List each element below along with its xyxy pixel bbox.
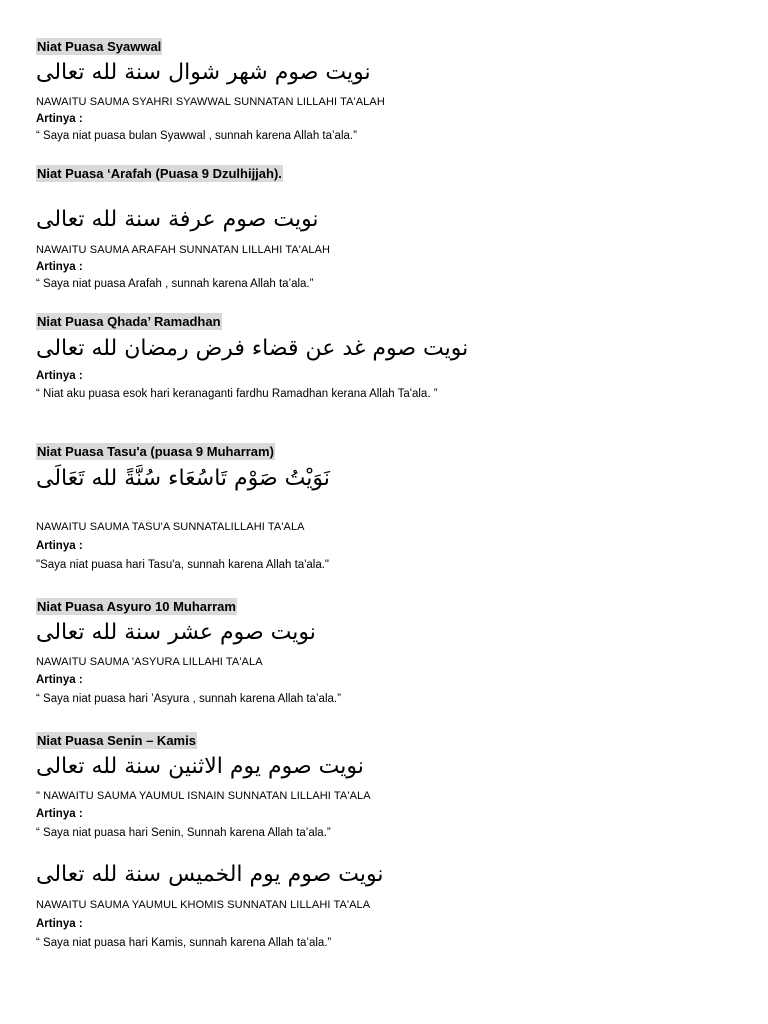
latin-transliteration-tasua: NAWAITU SAUMA TASU'A SUNNATALILLAHI TA'ALA — [36, 521, 305, 533]
arabic-niat-kamis: نويت صوم يوم الخميس سنة لله تعالى — [36, 862, 384, 887]
artinya-label-senin: Artinya : — [36, 808, 83, 820]
meaning-kamis: “ Saya niat puasa hari Kamis, sunnah karena Allah ta’ala.” — [36, 937, 332, 949]
latin-transliteration-asyuro: NAWAITU SAUMA 'ASYURA LILLAHI TA'ALA — [36, 656, 263, 668]
artinya-label-arafah: Artinya : — [36, 261, 83, 273]
section-heading-asyuro: Niat Puasa Asyuro 10 Muharram — [37, 599, 236, 614]
section-heading-syawwal: Niat Puasa Syawwal — [37, 39, 162, 54]
arabic-niat-syawwal: نويت صوم شهر شوال سنة لله تعالى — [36, 60, 371, 85]
artinya-label-qhada-ramadhan: Artinya : — [36, 370, 83, 382]
section-heading-arafah: Niat Puasa ‘Arafah (Puasa 9 Dzulhijjah). — [37, 166, 282, 181]
arabic-niat-tasua: نَوَيْتُ صَوْم تَاسُعَاء سُنَّةً لله تَعَالَى — [36, 466, 330, 491]
meaning-asyuro: “ Saya niat puasa hari ’Asyura , sunnah karena Allah ta’ala.” — [36, 693, 341, 705]
arabic-niat-arafah: نويت صوم عرفة سنة لله تعالى — [36, 207, 319, 232]
meaning-tasua: "Saya niat puasa hari Tasu'a, sunnah karena Allah ta'ala." — [36, 559, 330, 571]
section-heading-qhada-ramadhan: Niat Puasa Qhada’ Ramadhan — [37, 314, 221, 329]
latin-transliteration-syawwal: NAWAITU SAUMA SYAHRI SYAWWAL SUNNATAN LILLAHI TA'ALAH — [36, 96, 385, 108]
meaning-senin: “ Saya niat puasa hari Senin, Sunnah karena Allah ta’ala.” — [36, 827, 331, 839]
section-heading-tasua: Niat Puasa Tasu'a (puasa 9 Muharram) — [37, 444, 274, 459]
arabic-niat-senin: نويت صوم يوم الاثنين سنة لله تعالى — [36, 754, 364, 779]
meaning-syawwal: “ Saya niat puasa bulan Syawwal , sunnah karena Allah ta’ala.” — [36, 130, 357, 142]
artinya-label-syawwal: Artinya : — [36, 113, 83, 125]
latin-transliteration-kamis: NAWAITU SAUMA YAUMUL KHOMIS SUNNATAN LILLAHI TA'ALA — [36, 899, 371, 911]
latin-transliteration-arafah: NAWAITU SAUMA ARAFAH SUNNATAN LILLAHI TA'ALAH — [36, 244, 331, 256]
artinya-label-kamis: Artinya : — [36, 918, 83, 930]
arabic-niat-asyuro: نويت صوم عشر سنة لله تعالى — [36, 620, 316, 645]
artinya-label-tasua: Artinya : — [36, 540, 83, 552]
artinya-label-asyuro: Artinya : — [36, 674, 83, 686]
meaning-qhada-ramadhan: “ Niat aku puasa esok hari keranaganti fardhu Ramadhan kerana Allah Ta'ala. ” — [36, 388, 438, 400]
meaning-arafah: “ Saya niat puasa Arafah , sunnah karena Allah ta’ala.” — [36, 278, 314, 290]
arabic-niat-qhada-ramadhan: نويت صوم غد عن قضاء فرض رمضان لله تعالى — [36, 336, 469, 361]
section-heading-senin-kamis: Niat Puasa Senin – Kamis — [37, 733, 196, 748]
latin-transliteration-senin: " NAWAITU SAUMA YAUMUL ISNAIN SUNNATAN LILLAHI TA'ALA — [36, 790, 371, 802]
